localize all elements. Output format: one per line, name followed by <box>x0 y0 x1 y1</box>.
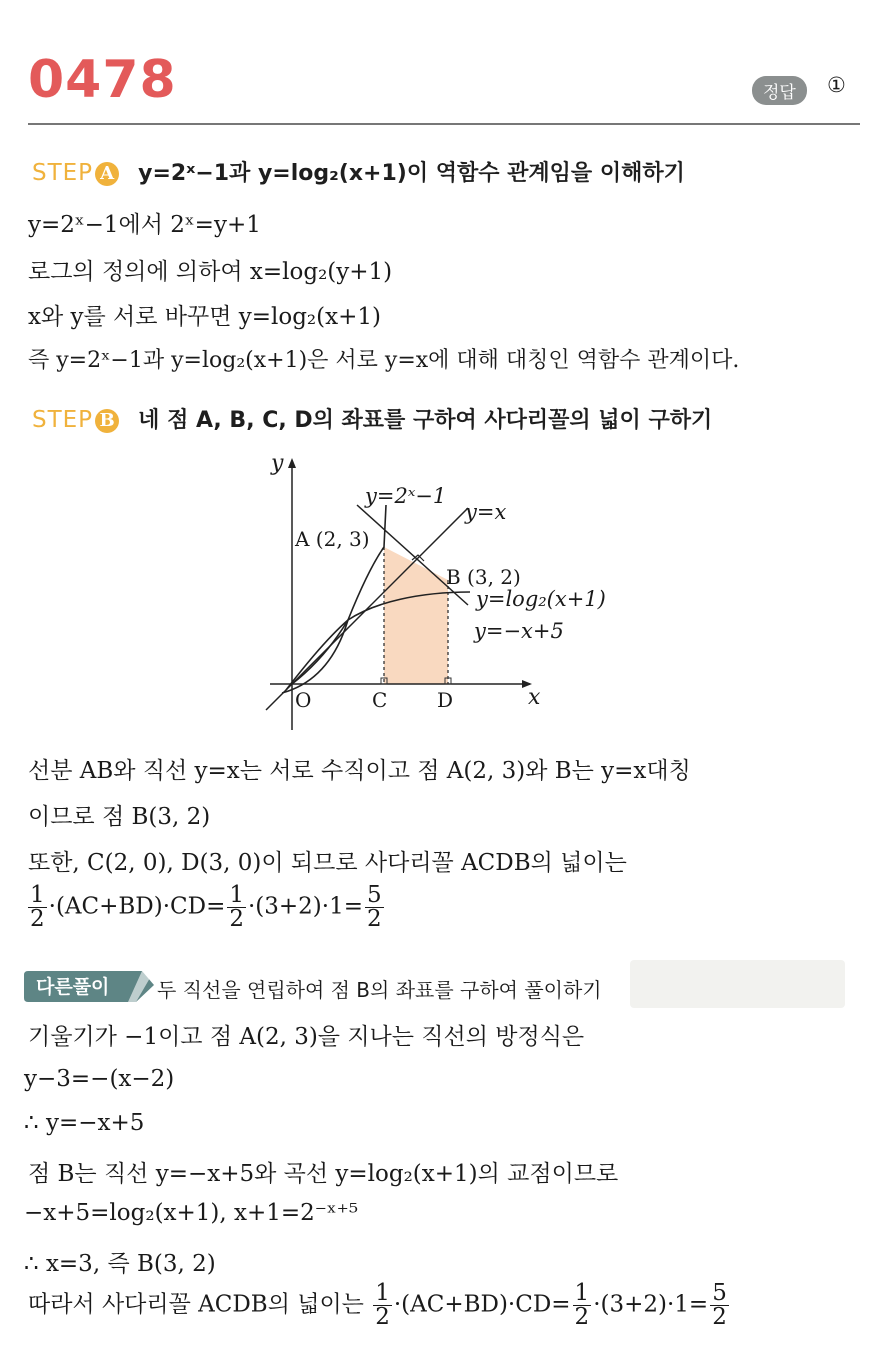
label-line: y=−x+5 <box>474 619 564 643</box>
label-d: D <box>437 688 454 712</box>
fraction-3-den: 2 <box>367 906 382 932</box>
step-a-label: STEP <box>32 160 94 186</box>
alt-line-2: y−3=−(x−2) <box>24 1066 175 1092</box>
alt-fraction-1 <box>373 1282 392 1329</box>
trapezoid-region <box>384 547 448 684</box>
fraction-2 <box>227 884 246 931</box>
step-a-line-1: y=2ˣ−1에서 2ˣ=y+1 <box>28 212 261 238</box>
background-watermark <box>630 960 845 1008</box>
alt-fraction-3-num: 5 <box>712 1280 727 1306</box>
fraction-1-num: 1 <box>30 882 45 908</box>
alt-fraction-2-num: 1 <box>574 1280 590 1306</box>
alt-title: 두 직선을 연립하여 점 B의 좌표를 구하여 풀이하기 <box>157 978 602 1002</box>
fraction-3-num: 5 <box>367 882 382 908</box>
alt-fraction-1-num: 1 <box>375 1280 390 1306</box>
problem-number: 0478 <box>28 50 177 110</box>
axis-label-y: y <box>271 451 284 476</box>
curve-exponential-low <box>292 620 348 684</box>
alt-fraction-3 <box>710 1282 729 1329</box>
step-a-line-4: 즉 y=2ˣ−1과 y=log₂(x+1)은 서로 y=x에 대해 대칭인 역함수 관계이다. <box>28 348 740 373</box>
step-b-line-2: 이므로 점 B(3, 2) <box>28 804 211 830</box>
label-log-curve: y=log₂(x+1) <box>476 587 606 611</box>
alt-final <box>28 1282 731 1329</box>
step-b-label: STEP <box>32 407 94 433</box>
alt-final-mid: ·(AC+BD)·CD= <box>393 1291 571 1318</box>
alt-line-3: ∴ y=−x+5 <box>24 1110 145 1136</box>
step-a-letter: A <box>95 162 119 186</box>
label-origin: O <box>295 688 312 712</box>
fraction-3 <box>365 884 384 931</box>
step-a-title: y=2ˣ−1과 y=log₂(x+1)이 역함수 관계임을 이해하기 <box>138 161 685 186</box>
axis-label-x: x <box>528 685 541 710</box>
alt-fraction-2 <box>573 1282 592 1329</box>
alt-fraction-2-den: 2 <box>574 1304 590 1330</box>
alt-line-1: 기울기가 −1이고 점 A(2, 3)을 지나는 직선의 방정식은 <box>28 1024 585 1050</box>
alt-line-4: 점 B는 직선 y=−x+5와 곡선 y=log₂(x+1)의 교점이므로 <box>28 1161 619 1187</box>
answer-badge: 정답 <box>752 76 807 105</box>
label-c: C <box>372 688 388 712</box>
label-point-b: B (3, 2) <box>446 565 521 589</box>
fraction-2-num: 1 <box>229 882 244 908</box>
step-b-line-3: 또한, C(2, 0), D(3, 0)이 되므로 사다리꼴 ACDB의 넓이는 <box>28 850 627 876</box>
answer-value: ① <box>827 73 846 97</box>
fraction-1-den: 2 <box>30 906 45 932</box>
y-axis-arrow <box>288 458 296 468</box>
alt-final-prefix: 따라서 사다리꼴 ACDB의 넓이는 <box>28 1291 364 1318</box>
step-b-line-1: 선분 AB와 직선 y=x는 서로 수직이고 점 A(2, 3)와 B는 y=x대칭 <box>28 758 691 784</box>
label-y-eq-x: y=x <box>465 500 507 524</box>
alt-line-6: ∴ x=3, 즉 B(3, 2) <box>24 1251 216 1277</box>
step-a-line-2: 로그의 정의에 의하여 x=log₂(y+1) <box>28 259 393 285</box>
alt-fraction-1-den: 2 <box>375 1304 390 1330</box>
step-a-line-3: x와 y를 서로 바꾸면 y=log₂(x+1) <box>28 304 381 330</box>
alt-line-5: −x+5=log₂(x+1), x+1=2⁻ˣ⁺⁵ <box>24 1200 359 1226</box>
fraction-1 <box>28 884 47 931</box>
label-point-a: A (2, 3) <box>295 527 370 551</box>
step-b-title: 네 점 A, B, C, D의 좌표를 구하여 사다리꼴의 넓이 구하기 <box>138 408 713 433</box>
area-formula <box>26 884 386 931</box>
alt-badge-label: 다른풀이 <box>36 976 110 998</box>
alt-final-mid2: ·(3+2)·1= <box>593 1291 709 1318</box>
fraction-2-den: 2 <box>229 906 244 932</box>
step-b-letter: B <box>95 409 119 433</box>
area-formula-mid2: ·(3+2)·1= <box>247 893 363 920</box>
label-exp-curve: y=2ˣ−1 <box>365 484 447 508</box>
area-formula-mid: ·(AC+BD)·CD= <box>48 893 226 920</box>
alt-fraction-3-den: 2 <box>712 1304 727 1330</box>
